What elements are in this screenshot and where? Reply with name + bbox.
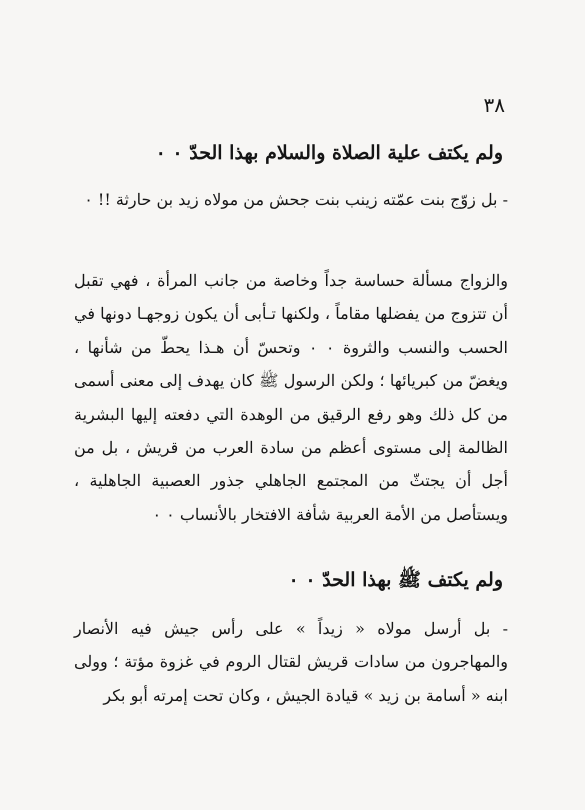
section-heading-1: ولم يكتف علية الصلاة والسلام بهذا الحدّ ٠ ٠	[155, 142, 503, 164]
paragraph-1: - بل زوّج بنت عمّته زينب بنت جحش من مولاه زيد بن حارثة !! ٠	[84, 190, 508, 209]
section-heading-2: ولم يكتف ﷺ بهذا الحدّ ٠ ٠	[288, 569, 503, 591]
paragraph-2: والزواج مسألة حساسة جداً وخاصة من جانب المرأة ، فهي تقبل أن تتزوج من يفضلها مقاماً ، ولكنها تـأبى أن يكون زوجهـا دونها في الحسب والنسب والثروة ٠ ٠ وتحسّ أن هـذا يحطّ من شأنها ، ويغضّ من كبريائها ؛ ولكن الرسول ﷺ كان يهدف إلى معنى أسمى من كل ذلك وهو رفع الرقيق من الوهدة التي دفعته إليها البشرية الظالمة إلى مستوى أعظم من سادة العرب من قريش ، بل من أجل أن يجتثّ من المجتمع الجاهلي جذور العصبية الجاهلية ، ويستأصل من الأمة العربية شأفة الافتخار بالأنساب ٠ ٠	[74, 271, 508, 524]
page-number: ٣٨	[483, 93, 505, 117]
paragraph-3: - بل أرسل مولاه « زيداً » على رأس جيش فيه الأنصار والمهاجرون من سادات قريش لقتال الروم في غزوة مؤتة ؛ وولى ابنه « أسامة بن زيد » قيادة الجيش ، وكان تحت إمرته أبو بكر	[74, 619, 508, 705]
